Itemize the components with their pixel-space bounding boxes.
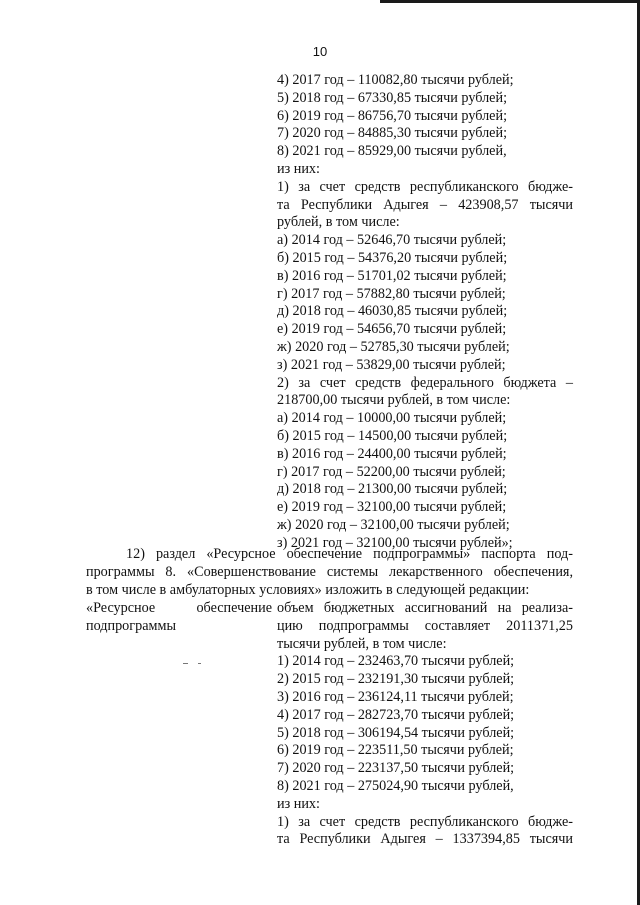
text-line: 4) 2017 год – 110082,80 тысячи рублей; <box>277 72 514 88</box>
text-line: 5) 2018 год – 67330,85 тысячи рублей; <box>277 89 508 106</box>
text-line: тысячи рублей, в том числе: <box>277 635 447 652</box>
text-line: а) 2014 год – 52646,70 тысячи рублей; <box>277 232 507 249</box>
resource-provision-label <box>86 600 272 636</box>
text-line: 2) за счет средств федерального бюджета – <box>277 374 573 391</box>
text-line: «Ресурсное обеспечение <box>86 600 272 616</box>
text-line: б) 2015 год – 14500,00 тысячи рублей; <box>277 427 508 444</box>
text-line: в) 2016 год – 24400,00 тысячи рублей; <box>277 445 507 462</box>
text-line: г) 2017 год – 52200,00 тысячи рублей; <box>277 463 506 480</box>
text-line: та Республики Адыгея – 1337394,85 тысячи <box>277 831 573 848</box>
text-line: ж) 2020 год – 32100,00 тысячи рублей; <box>277 516 510 533</box>
text-line: 1) 2014 год – 232463,70 тысячи рублей; <box>277 653 515 670</box>
funding-list-bottom <box>277 600 573 849</box>
text-line: 1) за счет средств республиканского бюдже- <box>277 813 573 830</box>
text-line: 2) 2015 год – 232191,30 тысячи рублей; <box>277 671 515 688</box>
text-line: подпрограммы <box>86 617 176 634</box>
text-line: 8) 2021 год – 275024,90 тысячи рублей, <box>277 777 514 794</box>
text-line: б) 2015 год – 54376,20 тысячи рублей; <box>277 249 508 266</box>
text-line: та Республики Адыгея – 423908,57 тысячи <box>277 196 573 213</box>
scan-smudge <box>183 661 205 667</box>
text-line: 7) 2020 год – 84885,30 тысячи рублей; <box>277 125 508 142</box>
text-line: программы 8. «Совершенствование системы лекарственного обеспечения, <box>86 563 573 580</box>
text-line: 6) 2019 год – 86756,70 тысячи рублей; <box>277 107 508 124</box>
scan-edge-top <box>380 0 640 3</box>
text-line: з) 2021 год – 53829,00 тысячи рублей; <box>277 356 506 373</box>
text-line: из них: <box>277 795 320 812</box>
text-line: 12) раздел «Ресурсное обеспечение подпрограммы» паспорта под- <box>126 546 573 562</box>
text-line: 7) 2020 год – 223137,50 тысячи рублей; <box>277 760 515 777</box>
text-line: г) 2017 год – 57882,80 тысячи рублей; <box>277 285 506 302</box>
text-line: е) 2019 год – 32100,00 тысячи рублей; <box>277 499 507 516</box>
text-line: 1) за счет средств республиканского бюдже- <box>277 178 573 195</box>
text-line: в том числе в амбулаторных условиях» изложить в следующей редакции: <box>86 581 530 598</box>
text-line: а) 2014 год – 10000,00 тысячи рублей; <box>277 410 507 427</box>
text-line: 218700,00 тысячи рублей, в том числе: <box>277 392 511 409</box>
page-number: 10 <box>312 44 328 59</box>
text-line: объем бюджетных ассигнований на реализа- <box>277 600 573 616</box>
text-line: в) 2016 год – 51701,02 тысячи рублей; <box>277 267 507 284</box>
text-line: 6) 2019 год – 223511,50 тысячи рублей; <box>277 742 514 759</box>
amendment-paragraph <box>86 546 573 599</box>
text-line: ж) 2020 год – 52785,30 тысячи рублей; <box>277 338 510 355</box>
text-line: е) 2019 год – 54656,70 тысячи рублей; <box>277 321 507 338</box>
text-line: д) 2018 год – 46030,85 тысячи рублей; <box>277 303 508 320</box>
text-line: цию подпрограммы составляет 2011371,25 <box>277 617 573 634</box>
text-line: рублей, в том числе: <box>277 214 400 231</box>
funding-list-top <box>277 72 573 553</box>
text-line: 4) 2017 год – 282723,70 тысячи рублей; <box>277 706 515 723</box>
text-line: 5) 2018 год – 306194,54 тысячи рублей; <box>277 724 515 741</box>
text-line: 3) 2016 год – 236124,11 тысячи рублей; <box>277 688 514 705</box>
text-line: з) 2021 год – 32100,00 тысячи рублей»; <box>277 534 513 551</box>
text-line: из них: <box>277 160 320 177</box>
text-line: д) 2018 год – 21300,00 тысячи рублей; <box>277 481 508 498</box>
text-line: 8) 2021 год – 85929,00 тысячи рублей, <box>277 143 507 160</box>
